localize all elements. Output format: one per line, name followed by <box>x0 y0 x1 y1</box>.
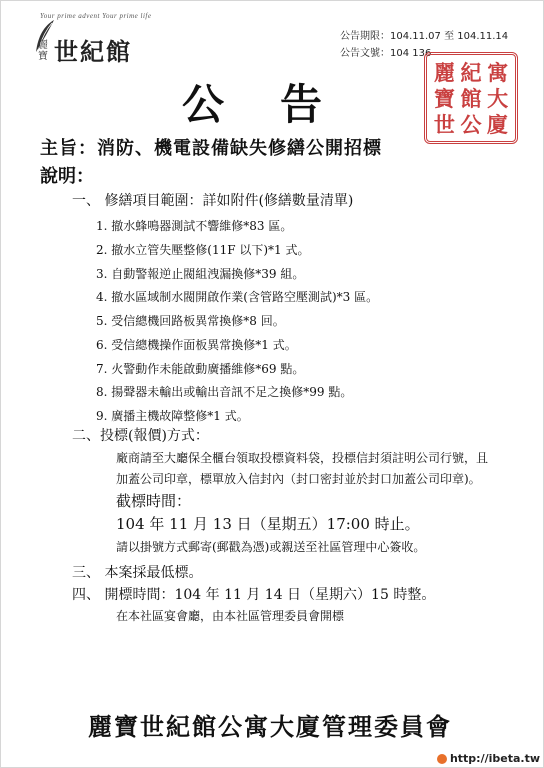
watermark-text: http://ibeta.tw <box>449 752 540 765</box>
watermark-icon <box>437 754 447 764</box>
official-seal-stamp <box>424 52 518 144</box>
logo-text: 世紀館 <box>54 37 132 66</box>
seal-char: 館 <box>460 85 482 111</box>
seal-char: 寓 <box>487 59 509 85</box>
document-number-label: 公告文號： <box>340 48 390 59</box>
list-item: 2. 撤水立管失壓整修(11F 以下)*1 式。 <box>96 243 310 257</box>
section-4-text: 在本社區宴會廳，由本社區管理委員會開標 <box>116 609 345 623</box>
notice-period <box>340 27 508 42</box>
list-item: 8. 揚聲器未輸出或輸出音訊不足之換修*99 點。 <box>96 385 353 399</box>
list-item: 3. 自動警報逆止閥組洩漏換修*39 組。 <box>96 267 305 281</box>
list-item: 9. 廣播主機故障整修*1 式。 <box>96 409 249 423</box>
deadline-value: 104 年 11 月 13 日（星期五）17:00 時止。 <box>116 515 420 533</box>
section-3-text: 三、 本案採最低標。 <box>72 565 203 581</box>
section-2-heading: 二、投標(報價)方式： <box>72 428 209 444</box>
section-4-heading: 四、 開標時間：104 年 11 月 14 日（星期六）15 時整。 <box>72 587 436 603</box>
section-2-text: 廠商請至大廳保全櫃台領取投標資料袋，投標信封須註明公司行號，且 <box>116 451 489 465</box>
notice-period-label: 公告期限： <box>340 31 390 42</box>
section-1-heading: 一、 修繕項目範圍：詳如附件(修繕數量清單) <box>72 193 354 209</box>
logo-small-text: 麗寶 <box>38 40 48 62</box>
section-2-text: 請以掛號方式郵寄(郵戳為憑)或親送至社區管理中心簽收。 <box>116 540 426 554</box>
seal-char: 寶 <box>433 85 455 111</box>
seal-char: 大 <box>487 85 509 111</box>
seal-char: 麗 <box>433 59 455 85</box>
logo-tagline: Your prime advent Your prime life <box>40 12 152 20</box>
list-item: 5. 受信總機回路板異常換修*8 回。 <box>96 314 285 328</box>
seal-char: 紀 <box>460 59 482 85</box>
section-2-text: 加蓋公司印章，標單放入信封內（封口密封並於封口加蓋公司印章)。 <box>116 472 481 486</box>
list-item: 7. 火警動作未能啟動廣播維修*69 點。 <box>96 362 305 376</box>
explain-label: 說明： <box>40 166 94 187</box>
document-number <box>340 44 431 59</box>
watermark <box>437 752 540 765</box>
seal-char: 廈 <box>487 111 509 137</box>
subject-line: 主旨：消防、機電設備缺失修繕公開招標 <box>40 138 382 159</box>
list-item: 1. 撤水蜂鳴器測試不響維修*83 區。 <box>96 219 293 233</box>
page-title: 公告 <box>182 80 379 129</box>
notice-period-value: 104.11.07 至 104.11.14 <box>390 31 509 42</box>
deadline-label: 截標時間： <box>116 492 192 510</box>
list-item: 6. 受信總機操作面板異常換修*1 式。 <box>96 338 297 352</box>
seal-char: 公 <box>460 111 482 137</box>
list-item: 4. 撤水區域制水閥開啟作業(含管路空壓測試)*3 區。 <box>96 290 379 304</box>
footer-organization: 麗寶世紀館公寓大廈管理委員會 <box>88 712 452 741</box>
document-number-value: 104 136 <box>390 48 432 59</box>
seal-char: 世 <box>433 111 455 137</box>
